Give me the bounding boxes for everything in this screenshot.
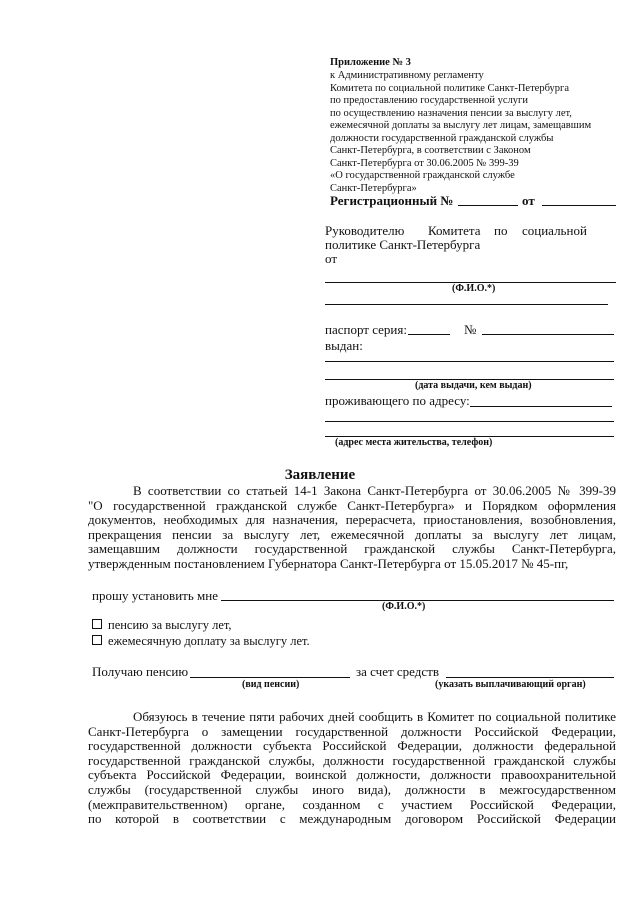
address-caption: (адрес места жительства, телефон) [335,437,493,448]
fio-caption: (Ф.И.О.*) [452,283,496,294]
issued-caption: (дата выдачи, кем выдан) [415,380,532,391]
paragraph-line: государственной гражданской службы, должности государственной гражданской службы [88,752,616,768]
paragraph-line: государственной должности субъекта Российской Федерации, должности федеральной [88,738,616,754]
addressee-line1-mid1: Комитета [428,223,481,238]
pension-checkbox[interactable] [92,619,102,629]
registration-number-field[interactable] [458,205,518,206]
passport-number-label: № [464,322,477,337]
option-supplement[interactable] [92,634,310,649]
paying-body-caption: (указать выплачивающий орган) [435,679,586,690]
registration-from-label: от [522,193,535,208]
statement-paragraph-2 [88,710,616,827]
addressee-from: от [325,251,338,266]
paragraph-line: документов, необходимых для назначения, перерасчета, приостановления, возобновления, [88,512,616,528]
paragraph-line: Обязуюсь в течение пяти рабочих дней сообщить в Комитет по социальной политике [133,709,616,724]
receive-pension-label: Получаю пенсию [92,664,189,679]
issued-field[interactable] [325,361,614,362]
statement-paragraph-1 [88,484,616,572]
address-field[interactable] [470,406,612,407]
registration-date-field[interactable] [542,205,616,206]
paragraph-line: прекращения пенсии за выслугу лет, ежемесячной доплаты за выслугу лет лицам, [88,526,616,542]
appendix-line: по предоставлению государственной услуги [330,95,528,106]
paragraph-2-lines [88,710,616,827]
passport-series-field[interactable] [408,334,450,335]
pension-type-field[interactable] [190,677,350,678]
appendix-line: ежемесячной доплаты за выслугу лет лицам, замещавшим [330,120,592,131]
statement-heading: Заявление [284,467,356,483]
appendix-line: Санкт-Петербурга» [330,182,417,194]
registration-label: Регистрационный № [330,193,454,208]
option-supplement-label: ежемесячную доплату за выслугу лет. [108,634,310,648]
appendix-line: к Административному регламенту [330,70,484,81]
appendix-line: Комитета по социальной политике Санкт-Петербурга [330,82,569,94]
addressee-line2: политике Санкт-Петербурга [325,237,481,252]
paragraph-1-last-line: утвержденным постановлением Губернатора Санкт-Петербурга от 15.05.2017 № 45-пг, [88,555,569,571]
appendix-title: Приложение № 3 [330,57,411,68]
supplement-checkbox[interactable] [92,635,102,645]
issued-label: выдан: [325,338,363,353]
applicant-name-field-2[interactable] [325,304,608,305]
paragraph-line: (межправительственном) органе, созданном с участием Российской Федерации, [88,796,616,812]
appendix-line: Санкт-Петербурга от 30.06.2005 № 399-39 [330,157,519,169]
request-label: прошу установить мне [92,588,218,603]
appendix-line: «О государственной гражданской службе [330,170,515,181]
paragraph-line: замещавшим должности государственной гражданской службы Санкт-Петербурга, [88,541,616,557]
paragraph-line: службы (государственной службы иного вида), должности в межгосударственном [88,781,616,797]
appendix-line: по осуществлению назначения пенсии за выслугу лет, [330,107,572,119]
passport-number-field[interactable] [482,334,614,335]
paying-body-field[interactable] [446,677,614,678]
option-pension-label: пенсию за выслугу лет, [108,618,232,632]
funds-label: за счет средств [356,664,439,679]
address-field-2[interactable] [325,421,614,422]
paragraph-line: по которой в соответствии с международным договором Российской Федерации [88,811,616,827]
passport-series-label: паспорт серия: [325,322,407,337]
paragraph-line: субъекта Российской Федерации, воинской должности, должности правоохранительной [88,767,616,783]
paragraph-1-lines [88,484,616,557]
pension-type-caption: (вид пенсии) [242,679,300,690]
addressee-line1-mid2: по [494,223,508,238]
paragraph-line: "О государственной гражданской службе Санкт-Петербурга» и Порядком оформления [88,497,616,513]
appendix-line: должности государственной гражданской службы [330,132,554,144]
address-label: проживающего по адресу: [325,393,470,408]
addressee-line1-right: социальной [522,223,587,238]
appendix-line: Санкт-Петербурга, в соответствии с Законом [330,145,531,156]
paragraph-line: В соответствии со статьей 14-1 Закона Санкт-Петербурга от 30.06.2005 № 399-39 [133,483,616,498]
paragraph-line: Санкт-Петербурга о замещении государственной должности Российской Федерации, [88,723,616,739]
request-caption: (Ф.И.О.*) [382,601,426,612]
option-pension[interactable] [92,618,232,633]
addressee-line1-left: Руководителю [325,223,405,238]
